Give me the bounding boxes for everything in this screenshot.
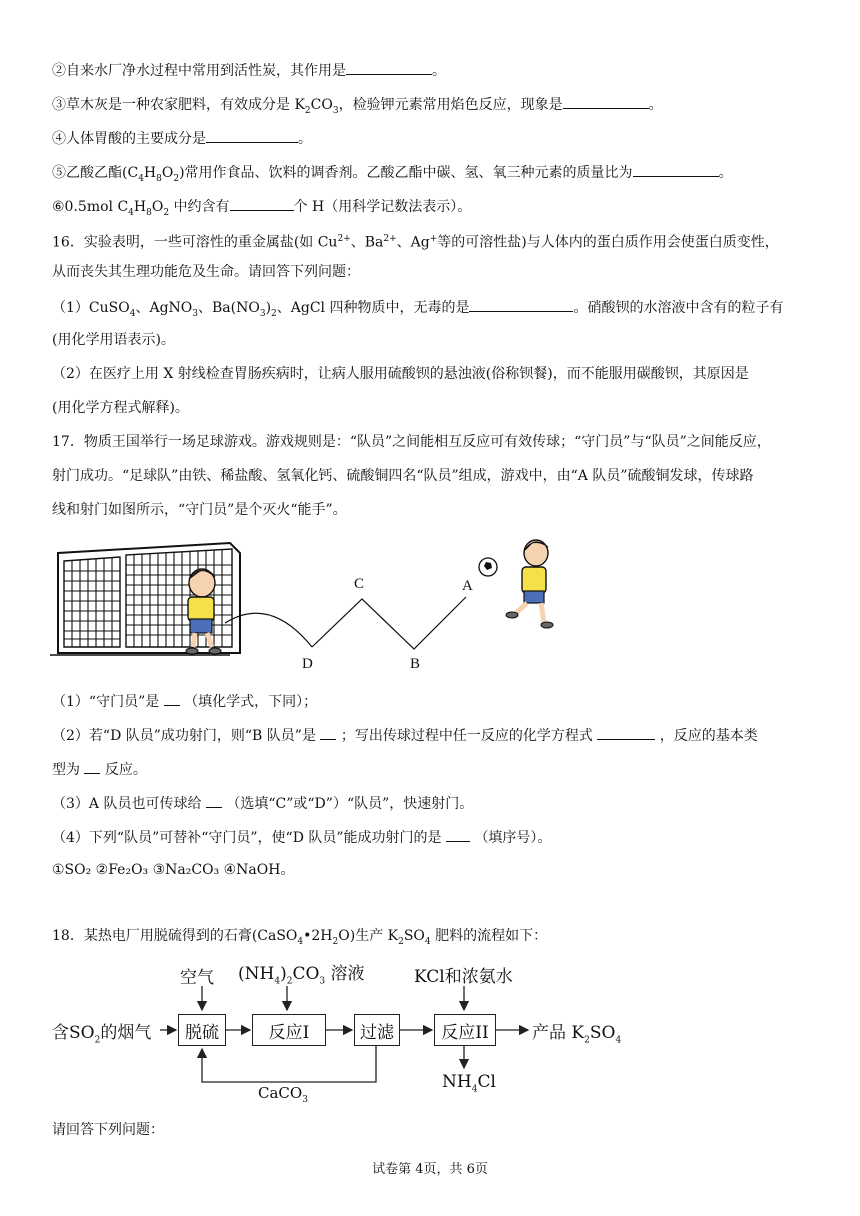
q17-stem-line1: 17．物质王国举行一场足球游戏。游戏规则是：“队员”之间能相互反应可有效传球；“守门员”与“队员”之间能反应， (52, 434, 771, 450)
flow-air-label: 空气 (180, 968, 214, 988)
label-d: D (302, 656, 313, 672)
kicker-icon (506, 540, 553, 628)
label-a: A (462, 578, 473, 594)
q16-stem-line1: 16．实验表明，一些可溶性的重金属盐(如 $Cu^{2+}$、$Ba^{2+}$、Ag+等的可溶性盐)与人体内的蛋白质作用会使蛋白质变性， (52, 234, 779, 251)
q17-part1: （1）“守门员”是 （填化学式，下同）； (52, 690, 317, 712)
q17-part2-line2: 型为 反应。 (52, 758, 147, 780)
q17-stem-line2: 射门成功。“足球队”由铁、稀盐酸、氢氧化钙、硫酸铜四名“队员”组成，游戏中，由“A 队员”硫酸铜发球，传球路 (52, 468, 754, 484)
flow-nh4co3-label: $(NH_4)_2CO_3$ 溶液 (238, 964, 365, 987)
q17-part2: （2）若“D 队员”成功射门，则“B 队员”是 ；写出传球过程中任一反应的化学方程式 ，反应的基本类 (52, 724, 808, 746)
answer-blank[interactable] (230, 195, 294, 211)
flow-caco3-label: CaCO$_3$ (258, 1084, 308, 1105)
q15-item6: ⑥0.5mol $C_4H_8O_2$ 中约含有 个 H（用科学记数法表示）。 (52, 195, 471, 223)
goalkeeper-icon (186, 569, 221, 654)
q15-item3: ③草木灰是一种农家肥料，有效成分是 $K_2CO_3$，检验钾元素常用焰色反应，现象是 。 (52, 93, 663, 121)
flow-kcl-label: KCl和浓氨水 (414, 967, 513, 987)
q18-ask: 请回答下列问题： (52, 1122, 164, 1138)
q17-part4: （4）下列“队员”可替补“守门员”，使“D 队员”能成功射门的是 （填序号）。 (52, 826, 551, 848)
answer-blank[interactable] (446, 826, 470, 842)
q15-item4: ④人体胃酸的主要成分是 。 (52, 127, 312, 149)
flow-box-desulfurization: 脱硫 (178, 1014, 226, 1046)
flow-product-label: 产品 $K_2SO_4$ (532, 1023, 622, 1046)
flow-box-reaction2: 反应II (434, 1014, 496, 1046)
answer-blank[interactable] (469, 296, 573, 312)
flow-nh4cl-label: $NH_4Cl$ (442, 1072, 496, 1095)
q16-part2: （2）在医疗上用 X 射线检查胃肠疾病时，让病人服用硫酸钡的悬浊液(俗称钡餐)，而不能服用碳酸钡，其原因是 (52, 366, 749, 382)
q16-part2-line2: (用化学方程式解释)。 (52, 400, 189, 416)
answer-blank[interactable] (597, 724, 655, 740)
q17-part3: （3）A 队员也可传球给 （选填“C”或“D”）“队员”，快速射门。 (52, 792, 473, 814)
answer-blank[interactable] (164, 690, 180, 706)
answer-blank[interactable] (563, 93, 649, 109)
flow-box-reaction1: 反应I (252, 1014, 326, 1046)
flow-box-filter: 过滤 (354, 1014, 400, 1046)
label-c: C (354, 576, 365, 592)
q16-part1-line2: (用化学用语表示)。 (52, 332, 175, 348)
answer-blank[interactable] (206, 127, 298, 143)
answer-blank[interactable] (84, 758, 100, 774)
q15-item5: ⑤乙酸乙酯$(C_4H_8O_2)$常用作食品、饮料的调香剂。乙酸乙酯中碳、氢、氧三种元素的质量比为 。 (52, 161, 733, 189)
label-b: B (410, 656, 421, 672)
page-footer: 试卷第 4页，共 6页 (372, 1162, 488, 1177)
q16-stem-line2: 从而丧失其生理功能危及生命。请回答下列问题： (52, 264, 360, 280)
soccer-ball-icon (479, 558, 497, 576)
answer-blank[interactable] (206, 792, 222, 808)
q17-options: ①SO₂ ②Fe₂O₃ ③Na₂CO₃ ④NaOH。 (52, 862, 295, 878)
q17-stem-line3: 线和射门如图所示，“守门员”是个灭火“能手”。 (52, 502, 347, 518)
flow-feed-label: 含$SO_2$的烟气 (52, 1023, 152, 1046)
q16-part1: （1）CuSO$_4$、AgNO$_3$、$Ba(NO_3)_2$、AgCl 四种物质中，无毒的是 。硝酸钡的水溶液中含有的粒子有 (52, 296, 808, 324)
ball-path (225, 597, 466, 649)
q15-item2: ②自来水厂净水过程中常用到活性炭，其作用是 。 (52, 59, 446, 81)
answer-blank[interactable] (346, 59, 432, 75)
q18-stem: 18．某热电厂用脱硫得到的石膏$(CaSO_4•2H_2O)$生产 $K_2SO_4$ 肥料的流程如下： (52, 928, 548, 947)
answer-blank[interactable] (320, 724, 336, 740)
answer-blank[interactable] (633, 161, 719, 177)
